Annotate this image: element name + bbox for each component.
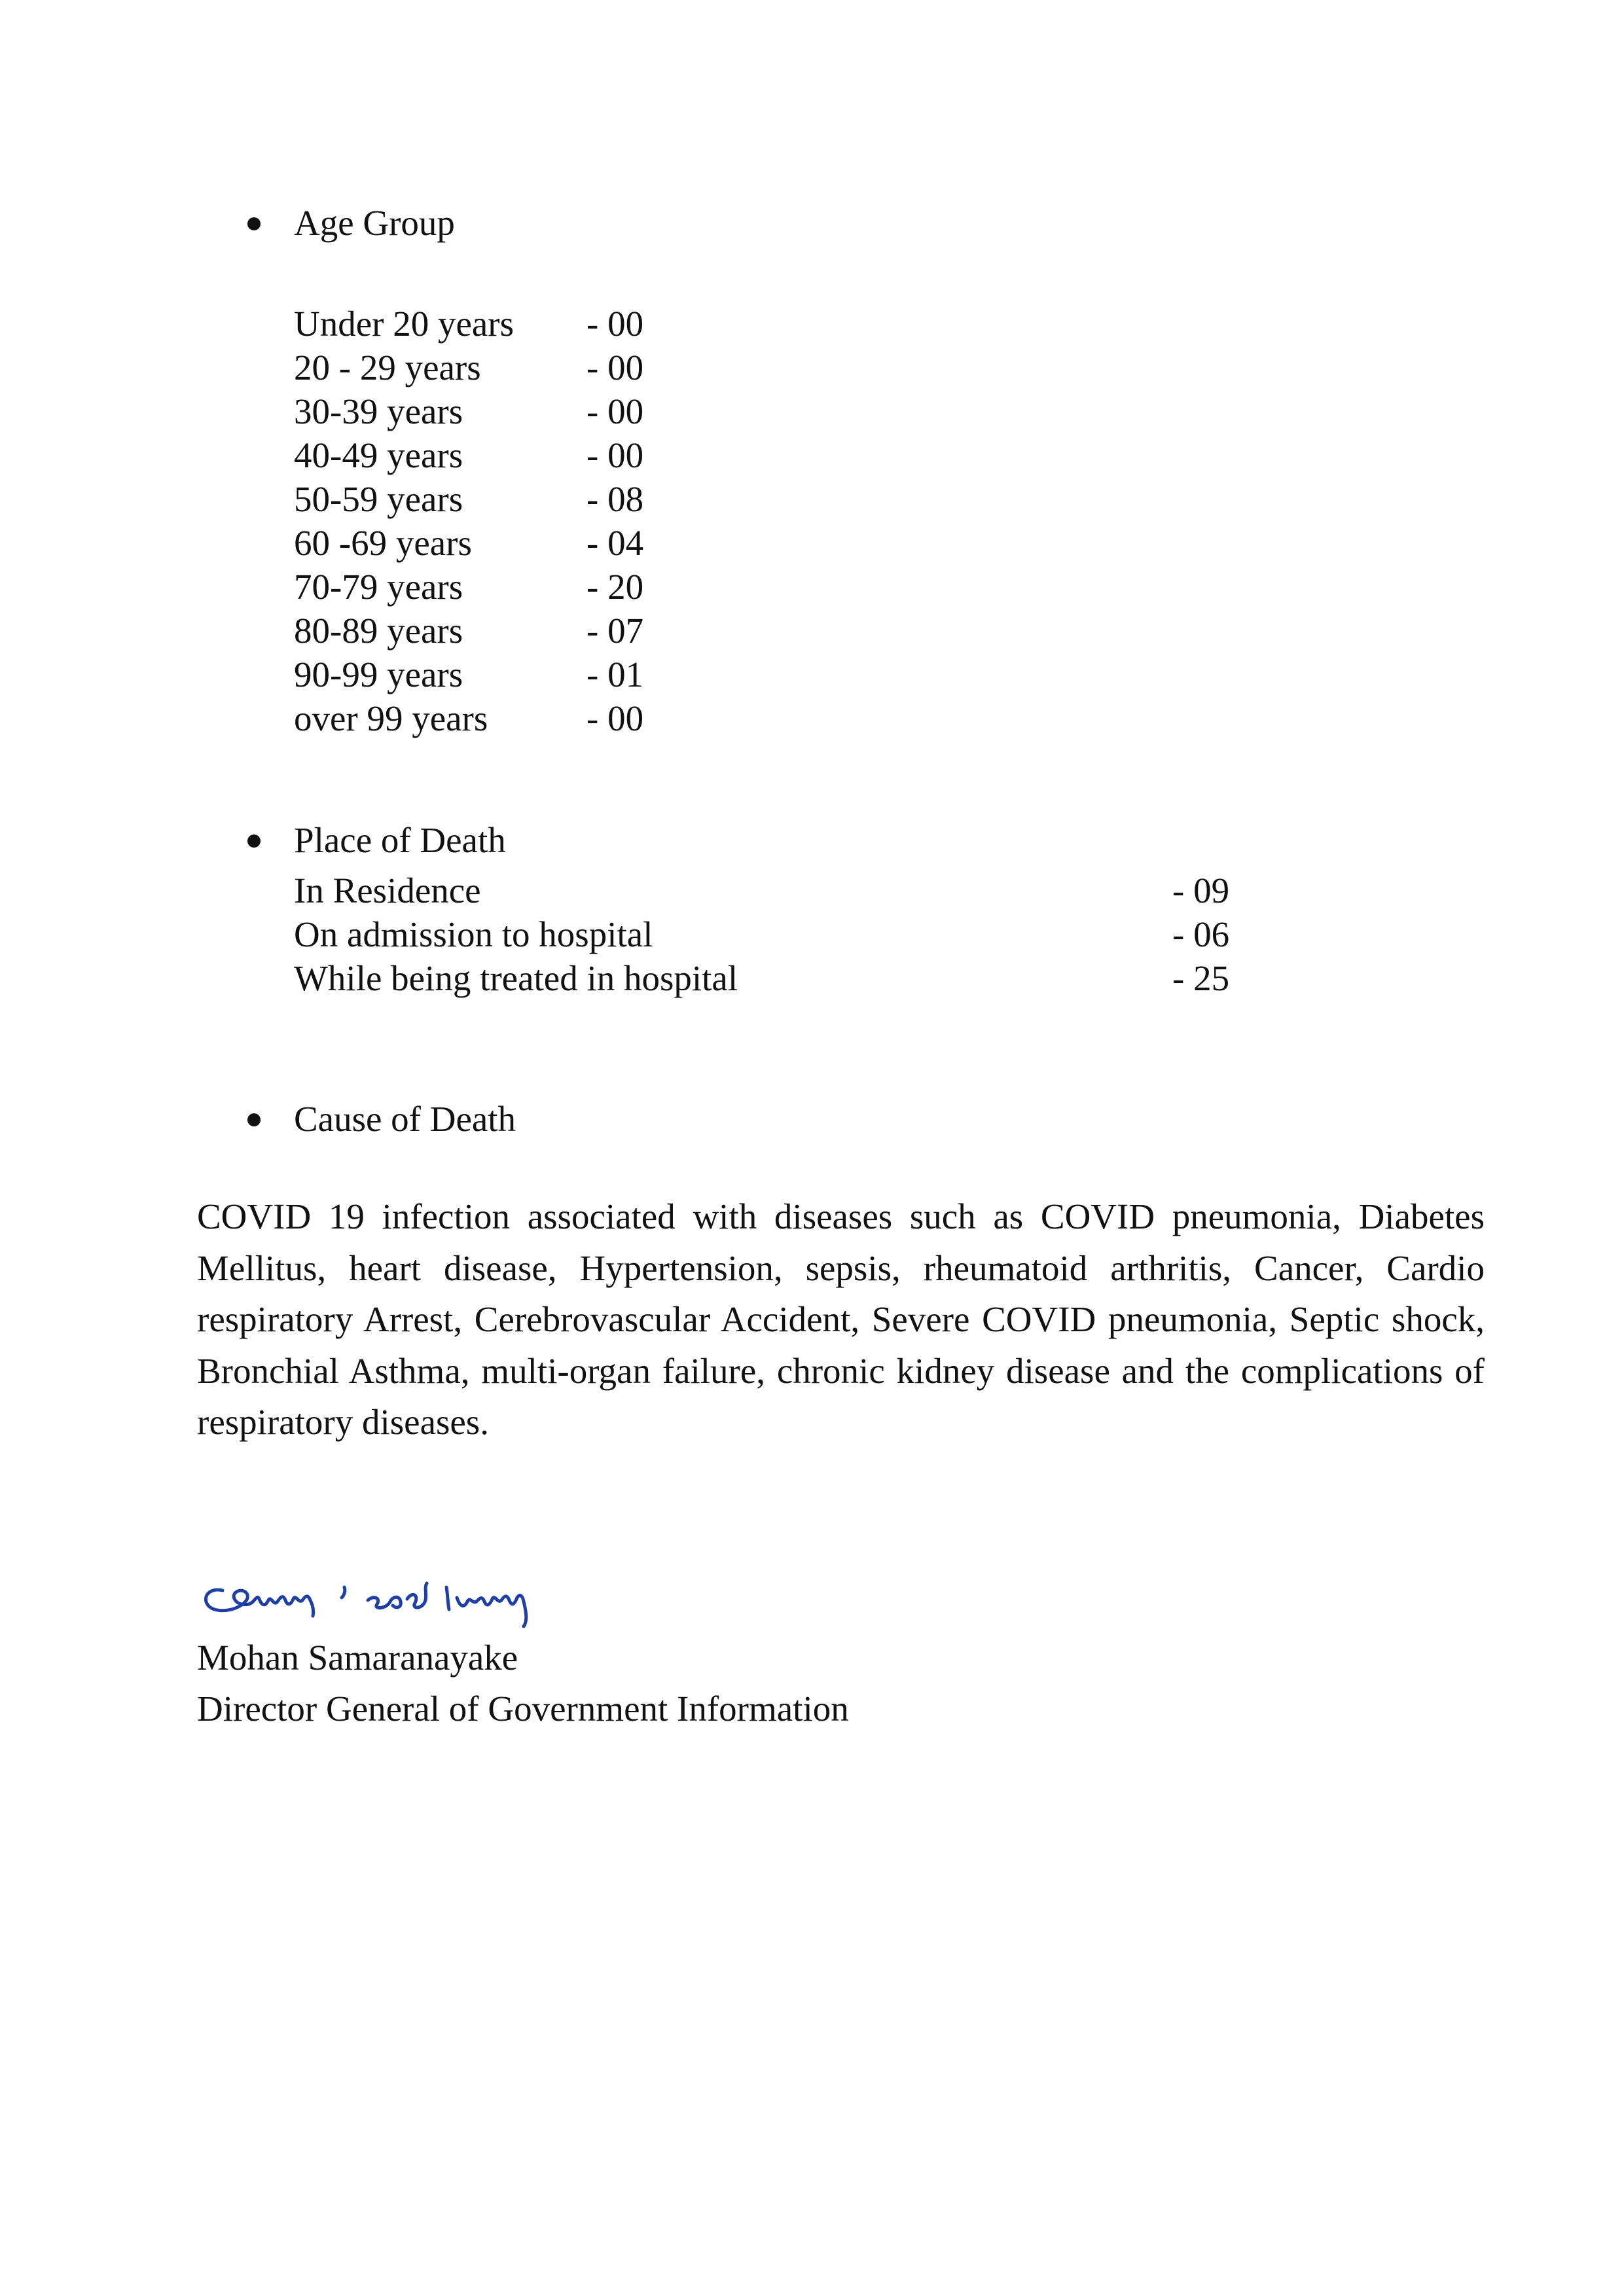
age-row-value: - 08 (586, 479, 644, 519)
age-group-heading: Age Group (294, 203, 455, 243)
age-row-value: - 00 (586, 698, 644, 738)
age-row-value: - 01 (586, 655, 644, 694)
age-row-label: 70-79 years (294, 567, 463, 607)
place-row-value: - 06 (1172, 914, 1230, 954)
signatory-name: Mohan Samaranayake (197, 1638, 518, 1677)
age-row-value: - 00 (586, 435, 644, 475)
bullet-icon (247, 834, 261, 848)
place-row-label: While being treated in hospital (294, 958, 738, 998)
age-row-value: - 00 (586, 391, 644, 431)
age-row-value: - 00 (586, 348, 644, 387)
age-row-label: Under 20 years (294, 304, 514, 344)
place-of-death-heading: Place of Death (294, 820, 506, 860)
age-row-label: over 99 years (294, 698, 488, 738)
age-row-label: 90-99 years (294, 655, 463, 694)
cause-of-death-heading: Cause of Death (294, 1099, 516, 1139)
age-row-label: 20 - 29 years (294, 348, 481, 387)
age-row-value: - 04 (586, 523, 644, 563)
place-row-label: In Residence (294, 870, 481, 910)
age-row-label: 50-59 years (294, 479, 463, 519)
age-row-value: - 07 (586, 611, 644, 651)
age-row-label: 80-89 years (294, 611, 463, 651)
age-row-value: - 00 (586, 304, 644, 344)
age-row-value: - 20 (586, 567, 644, 607)
age-row-label: 60 -69 years (294, 523, 472, 563)
age-row-label: 40-49 years (294, 435, 463, 475)
place-row-value: - 09 (1172, 870, 1230, 910)
place-row-value: - 25 (1172, 958, 1230, 998)
bullet-icon (247, 217, 261, 230)
cause-of-death-paragraph: COVID 19 infection associated with diseases such as COVID pneumonia, Diabetes Mellitus, heart disease, Hypertension, sepsis, rheumatoid arthritis, Cancer, Cardio respiratory Arrest, Cerebrovascular Accident, Severe COVID pneumonia, Septic shock, Bronchial Asthma, multi-organ failure, chronic kidney disease and the complications of respiratory diseases. (197, 1196, 1485, 1442)
place-row-label: On admission to hospital (294, 914, 653, 954)
signatory-title: Director General of Government Information (197, 1689, 849, 1729)
handwritten-signature (196, 1561, 563, 1633)
bullet-icon (247, 1113, 261, 1126)
age-row-label: 30-39 years (294, 391, 463, 431)
